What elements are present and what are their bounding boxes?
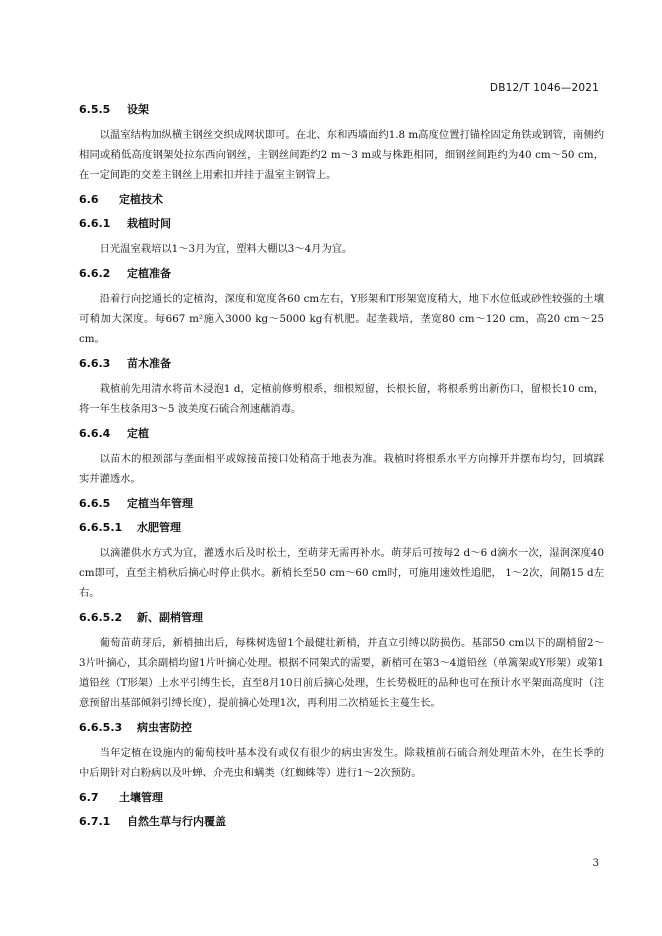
section-heading bbox=[79, 425, 604, 443]
section-title: 栽植时间 bbox=[127, 217, 171, 230]
section-number: 6.6 bbox=[79, 193, 99, 206]
section-number: 6.6.5.2 bbox=[79, 611, 123, 624]
page-number: 3 bbox=[592, 858, 599, 869]
body-paragraph: 以滴灌供水方式为宜，灌透水后及时松土，至萌芽无需再补水。萌芽后可按每2 d～6 d滴水一次，湿润深度40 cm即可，直至主梢秋后摘心时停止供水。新梢长至50 cm～60 cm时，可施用速效性追肥， 1～2次，间隔15 d左右。 bbox=[79, 547, 604, 599]
body-paragraph: 栽植前先用清水将苗木浸泡1 d，定植前修剪根系，细根短留，长根长留，将根系剪出新伤口，留根长10 cm，将一年生枝条用3～5 波美度石硫合剂速蘸消毒。 bbox=[79, 383, 604, 415]
section-heading bbox=[79, 101, 604, 119]
section-title: 定植准备 bbox=[127, 267, 171, 280]
section-title: 苗木准备 bbox=[127, 357, 171, 370]
section-title: 土壤管理 bbox=[119, 791, 163, 804]
section-number: 6.6.3 bbox=[79, 357, 111, 370]
document-body bbox=[79, 95, 604, 837]
section-number: 6.7 bbox=[79, 791, 99, 804]
section-number: 6.6.2 bbox=[79, 267, 111, 280]
section-number: 6.6.5.3 bbox=[79, 721, 123, 734]
section-heading bbox=[79, 609, 604, 627]
body-paragraph: 日光温室栽培以1～3月为宜，塑料大棚以3～4月为宜。 bbox=[99, 243, 353, 255]
section-heading bbox=[79, 191, 604, 209]
section-number: 6.6.4 bbox=[79, 427, 111, 440]
section-title: 设架 bbox=[127, 103, 149, 116]
section-title: 定植 bbox=[127, 427, 149, 440]
section-heading bbox=[79, 265, 604, 283]
section-heading bbox=[79, 789, 604, 807]
section-heading bbox=[79, 519, 604, 537]
section-title: 定植当年管理 bbox=[127, 497, 193, 510]
body-paragraph: 以苗木的根颈部与垄面相平或嫁接苗接口处稍高于地表为准。栽植时将根系水平方向撑开并摆布均匀，回填踩实并灌透水。 bbox=[79, 453, 604, 485]
body-paragraph: 葡萄苗萌芽后，新梢抽出后，每株树选留1个最健壮新梢，并直立引缚以防损伤。基部50 cm以下的副梢留2～3片叶摘心，其余副梢均留1片叶摘心处理。根据不同架式的需要，新梢可在第3～4道铅丝（单篱架或Y形架）或第1道铅丝（T形架）上水平引缚生长，直至8月10日前后摘心处理，生长势极旺的品种也可在预计水平架面高度时（注意预留出基部倾斜引缚长度），提前摘心处理1次，再利用二次梢延长主蔓生长。 bbox=[79, 637, 604, 709]
body-paragraph: 以温室结构加纵横主钢丝交织成网状即可。在北、东和西墙面约1.8 m高度位置打锚栓固定角铁或钢管，南侧约相同或稍低高度钢架处拉东西向钢丝，主钢丝间距约2 m～3 m或与株距相同，细钢丝间距约为40 cm～50 cm，在一定间距的交差主钢丝上用索扣并挂于温室主钢管上。 bbox=[79, 129, 604, 181]
section-heading bbox=[79, 355, 604, 373]
section-title: 定植技术 bbox=[119, 193, 163, 206]
section-title: 病虫害防控 bbox=[137, 721, 192, 734]
section-title: 新、副梢管理 bbox=[137, 611, 203, 624]
section-title: 自然生草与行内覆盖 bbox=[127, 815, 226, 828]
section-number: 6.6.1 bbox=[79, 217, 111, 230]
section-heading bbox=[79, 215, 604, 233]
section-number: 6.6.5.1 bbox=[79, 521, 123, 534]
section-heading bbox=[79, 719, 604, 737]
section-number: 6.5.5 bbox=[79, 103, 111, 116]
section-number: 6.6.5 bbox=[79, 497, 111, 510]
document-code: DB12/T 1046—2021 bbox=[489, 82, 599, 94]
section-title: 水肥管理 bbox=[137, 521, 181, 534]
body-paragraph: 当年定植在设施内的葡萄枝叶基本没有或仅有很少的病虫害发生。除栽植前石硫合剂处理苗木外，在生长季的中后期针对白粉病以及叶蝉、介壳虫和螨类（红蜘蛛等）进行1～2次预防。 bbox=[79, 747, 604, 779]
section-heading bbox=[79, 495, 604, 513]
section-heading bbox=[79, 813, 604, 831]
section-number: 6.7.1 bbox=[79, 815, 111, 828]
body-paragraph: 沿着行向挖通长的定植沟，深度和宽度各60 cm左右，Y形架和T形架宽度稍大，地下水位低或砂性较强的土壤可稍加大深度。每667 m²施入3000 kg～5000 kg有机肥。起垄栽培，垄宽80 cm～120 cm，高20 cm～25 cm。 bbox=[79, 293, 604, 345]
